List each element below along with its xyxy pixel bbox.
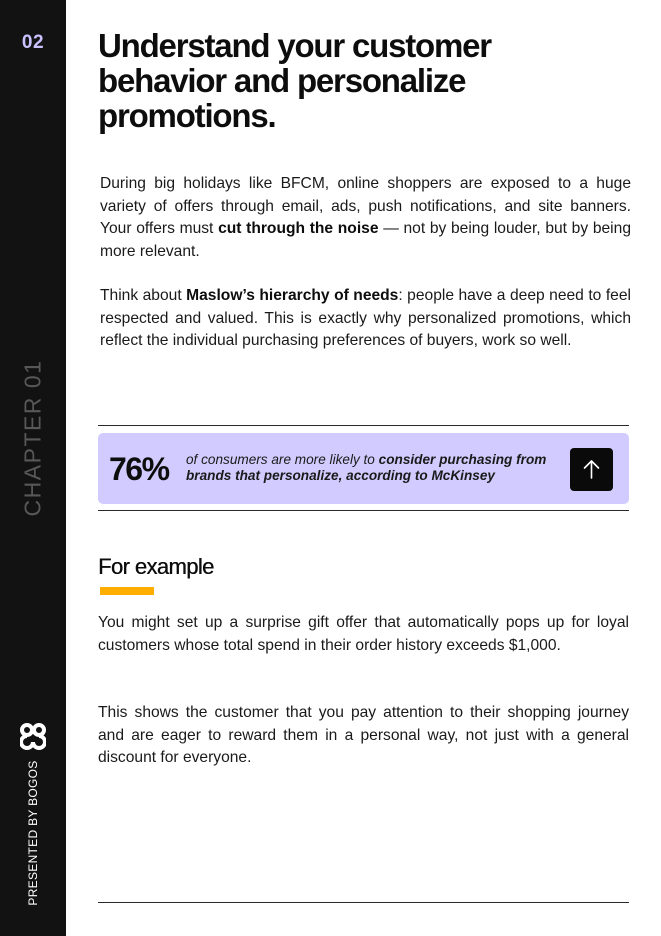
presented-by-label: PRESENTED BY BOGOS — [26, 760, 40, 906]
page-number: 02 — [21, 32, 45, 53]
stat-description: of consumers are more likely to consider purchasing from brands that personalize, according to McKinsey — [186, 452, 547, 483]
intro-paragraph-2: Think about Maslow’s hierarchy of needs: people have a deep need to feel respected and valued. This is exactly why personalized promotions, which reflect the individual purchasing preferences of buyers, work so well. — [100, 287, 631, 349]
emphasis-text: Maslow’s hierarchy of needs — [186, 287, 399, 304]
source-link-button[interactable] — [570, 448, 613, 491]
footer-divider — [98, 902, 629, 903]
example-heading: For example — [98, 554, 214, 579]
arrow-up-icon — [570, 448, 613, 491]
example-paragraph-1: You might set up a surprise gift offer that automatically pops up for loyal customers whose total spend in their order history exceeds $1,000. — [98, 614, 629, 654]
page-title: Understand your customer behavior and personalize promotions. — [98, 27, 491, 134]
heading-accent-bar — [100, 587, 154, 595]
emphasis-text: cut through the noise — [218, 220, 379, 237]
bogos-logo-icon — [20, 722, 46, 750]
stat-callout — [98, 433, 629, 504]
sidebar — [0, 0, 66, 936]
divider-bottom — [98, 510, 629, 511]
example-paragraph-2: This shows the customer that you pay attention to their shopping journey and are eager to reward them in a personal way, not just with a general discount for everyone. — [98, 704, 629, 766]
divider-top — [98, 425, 629, 426]
intro-paragraph-1: During big holidays like BFCM, online shoppers are exposed to a huge variety of offers through email, ads, push notifications, and site banners. Your offers must cut through the noise — not by being louder, but by being more relevant. — [100, 175, 631, 260]
chapter-label: CHAPTER 01 — [19, 359, 46, 517]
stat-value: 76% — [109, 451, 169, 487]
